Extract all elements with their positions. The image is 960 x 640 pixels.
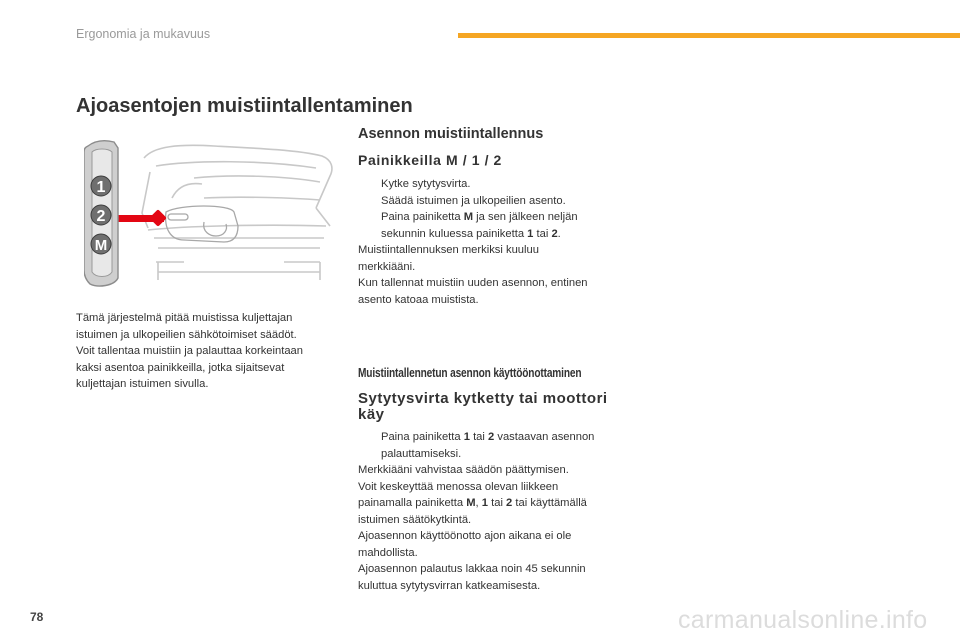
- intro-line: istuimen ja ulkopeilien sähkötoimiset säädöt.: [76, 328, 297, 341]
- page-number: 78: [30, 610, 44, 624]
- recall-note-line: [358, 495, 624, 512]
- section-save-position: [358, 126, 638, 142]
- intro-line: kuljettajan istuimen sivulla.: [76, 378, 209, 390]
- save-steps-list: [358, 176, 620, 242]
- section-recall-subtitle: [358, 391, 638, 423]
- section-recall-title-wrap: [358, 365, 638, 380]
- key-1: 1: [527, 227, 534, 240]
- recall-step-text: tai: [469, 431, 489, 443]
- header-section-title: Ergonomia ja mukavuus: [76, 27, 211, 41]
- save-note-line: Kun tallennat muistiin uuden asennon, entinen: [358, 277, 588, 289]
- key-1: 1: [463, 431, 470, 443]
- intro-line: Tämä järjestelmä pitää muistissa kuljettajan: [76, 312, 293, 324]
- recall-note-line: istuimen säätökytkintä.: [358, 513, 472, 526]
- recall-note-text: painamalla painiketta: [358, 497, 467, 509]
- save-step-2: [358, 193, 620, 210]
- save-step-text: Kytke sytytysvirta.: [381, 178, 471, 190]
- recall-note-line: Ajoasennon palautus lakkaa noin 45 sekunnin: [358, 563, 586, 575]
- seat-memory-illustration: [84, 138, 338, 288]
- page-title: Ajoasentojen muistiintallentaminen: [76, 95, 413, 117]
- key-2: 2: [488, 431, 495, 443]
- recall-step-text: Paina painiketta: [381, 431, 464, 443]
- section-recall-title: Muistiintallennetun asennon käyttöönottaminen: [358, 365, 582, 380]
- key-m: M: [463, 211, 474, 223]
- intro-line: kaksi asentoa painikkeilla, jotka sijaitsevat: [76, 361, 285, 374]
- save-step-1: [358, 176, 620, 193]
- key-m: M: [466, 497, 476, 509]
- section-save-body: [358, 176, 620, 308]
- key-1: 1: [481, 497, 488, 509]
- recall-step-1: [358, 429, 624, 462]
- recall-note-line: kuluttua sytytysvirran katkeamisesta.: [358, 579, 541, 592]
- intro-line: Voit tallentaa muistiin ja palauttaa korkeintaan: [76, 345, 303, 357]
- section-save-title: Asennon muistiintallennus: [358, 126, 544, 142]
- save-note-line: asento katoaa muistista.: [358, 293, 479, 306]
- recall-steps-list: [358, 429, 624, 462]
- recall-note-line: Ajoasennon käyttöönotto ajon aikana ei ole: [358, 530, 572, 542]
- section-save-subtitle-wrap: [358, 152, 638, 168]
- recall-note-line: mahdollista.: [358, 546, 418, 559]
- save-note-line: Muistiintallennuksen merkiksi kuuluu: [358, 244, 539, 256]
- recall-subtitle-line1: Sytytysvirta kytketty tai moottori: [358, 390, 608, 407]
- recall-note-text: tai: [488, 497, 507, 509]
- memory-button-1-label: 1: [96, 179, 106, 196]
- key-2: 2: [506, 497, 513, 509]
- section-recall-subtitle-wrap: [358, 391, 638, 423]
- section-recall-body: [358, 429, 624, 594]
- watermark: carmanualsonline.info: [678, 606, 928, 634]
- recall-subtitle-line2: käy: [358, 406, 385, 423]
- recall-note-text: tai käyttämällä: [512, 497, 587, 509]
- save-step-3: [358, 209, 620, 242]
- save-note-line: merkkiääni.: [358, 260, 416, 273]
- key-2: 2: [551, 227, 558, 240]
- header-accent-bar: [458, 33, 960, 38]
- intro-text: [76, 310, 346, 393]
- save-step-text: ja sen jälkeen neljän sekunnin kuluessa painiketta: [381, 211, 578, 240]
- save-step-text: Säädä istuimen ja ulkopeilien asento.: [381, 194, 566, 207]
- recall-note-line: Merkkiääni vahvistaa säädön päättymisen.: [358, 464, 569, 476]
- save-step-text: tai: [533, 227, 552, 240]
- memory-button-m-label: M: [94, 237, 108, 254]
- save-step-text: Paina painiketta: [381, 211, 464, 223]
- recall-note-text: ,: [475, 497, 482, 509]
- save-step-text: .: [557, 227, 561, 240]
- recall-note-line: Voit keskeyttää menossa olevan liikkeen: [358, 480, 559, 493]
- section-save-subtitle: Painikkeilla M / 1 / 2: [358, 152, 502, 168]
- memory-button-2-label: 2: [96, 208, 106, 225]
- recall-step-text: vastaavan asennon palauttamiseksi.: [381, 431, 595, 460]
